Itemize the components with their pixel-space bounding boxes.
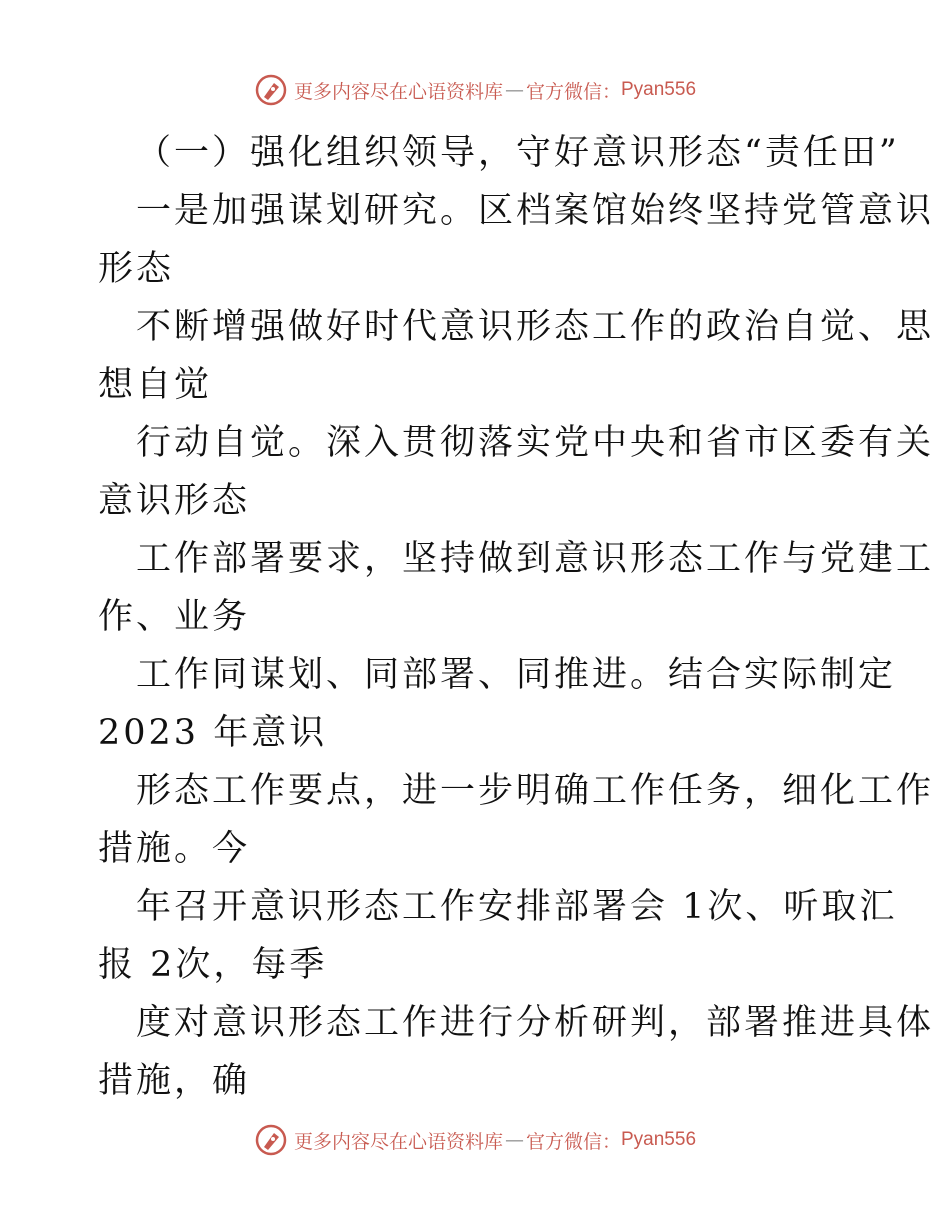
section-heading: （一）强化组织领导，守好意识形态“责任田”	[136, 133, 900, 173]
text-line: 想自觉	[98, 365, 213, 405]
text-line: 不断增强做好时代意识形态工作的政治自觉、思	[136, 307, 935, 347]
text-line: 度对意识形态工作进行分析研判，部署推进具体	[136, 1003, 935, 1043]
text-line: 意识形态	[98, 481, 251, 521]
watermark-left-text: 更多内容尽在心语资料库	[293, 80, 503, 103]
watermark-wechat-id: Pyan556	[621, 79, 697, 100]
pen-nib-circle-icon	[254, 1123, 288, 1157]
text-line: 工作部署要求，坚持做到意识形态工作与党建工	[136, 539, 935, 579]
watermark-left-text: 更多内容尽在心语资料库	[293, 1130, 503, 1153]
text-line: 形态工作要点，进一步明确工作任务，细化工作	[136, 771, 935, 811]
text-line: 行动自觉。深入贯彻落实党中央和省市区委有关	[136, 423, 935, 463]
text-line: 作、业务	[98, 597, 251, 637]
watermark-separator: —	[504, 1129, 524, 1151]
watermark-wechat-id: Pyan556	[621, 1129, 697, 1150]
text-line: 年召开意识形态工作安排部署会 1次、听取汇	[136, 887, 898, 927]
watermark-right-text: 官方微信：	[525, 1130, 621, 1153]
watermark-right-text: 官方微信：	[525, 80, 621, 103]
watermark-separator: —	[504, 79, 524, 101]
text-line: 形态	[98, 249, 175, 289]
pen-nib-circle-icon	[254, 73, 288, 107]
footer-watermark	[0, 1120, 950, 1160]
text-line: 2023 年意识	[98, 713, 328, 753]
header-watermark	[0, 70, 950, 110]
text-line: 措施。今	[98, 829, 251, 869]
text-line: 措施，确	[98, 1061, 251, 1101]
text-line: 工作同谋划、同部署、同推进。结合实际制定	[136, 655, 897, 695]
text-line: 报 2次，每季	[98, 945, 328, 985]
text-line: 一是加强谋划研究。区档案馆始终坚持党管意识	[136, 191, 935, 231]
